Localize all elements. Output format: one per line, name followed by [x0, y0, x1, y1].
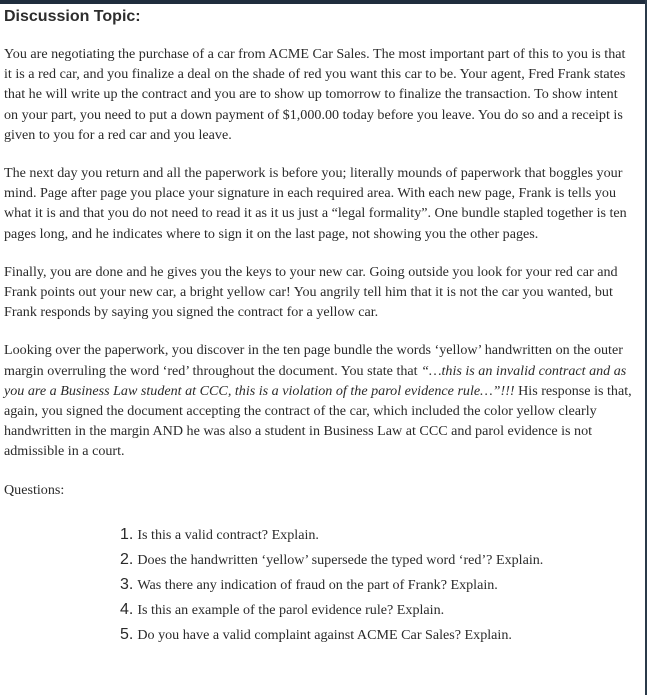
discussion-topic-heading: Discussion Topic: [4, 8, 141, 25]
paragraph-4-after: His response is that, again, you signed the document accepting the contract of the car, which included the color yellow clearly handwritten in the margin AND he was also a student in Business Law at CCC and parol evidence is not admissible in a court. [4, 382, 632, 460]
document-body [4, 44, 632, 647]
question-item [120, 572, 632, 597]
question-text: Do you have a valid complaint against ACME Car Sales? Explain. [137, 626, 512, 643]
question-item [120, 547, 632, 572]
paragraph-4-before: Looking over the paperwork, you discover in the ten page bundle the words ‘yellow’ handwritten on the outer margin overruling the word ‘red’ throughout the document. You state that [4, 342, 623, 379]
question-text: Does the handwritten ‘yellow’ supersede the typed word ‘red’? Explain. [137, 551, 544, 568]
paragraph-3: Finally, you are done and he gives you the keys to your new car. Going outside you look for your red car and Frank points out your new car, a bright yellow car! You angrily tell him that it is not the car you wanted, but Frank responds by saying you signed the contract for a yellow car. [4, 263, 618, 321]
question-item [120, 522, 632, 547]
question-item [120, 597, 632, 622]
question-text: Was there any indication of fraud on the part of Frank? Explain. [137, 576, 498, 593]
question-number: 2. [120, 550, 134, 568]
question-item [120, 622, 632, 647]
paragraph-2: The next day you return and all the paperwork is before you; literally mounds of paperwork that boggles your mind. Page after page you place your signature in each required area. With each new page, Frank is tells you what it is and that you do not need to read it as it us just a “legal formality”. One bundle stapled together is ten pages long, and he indicates where to sign it on the last page, not showing you the other pages. [4, 165, 627, 242]
question-number: 3. [120, 575, 134, 593]
question-text: Is this an example of the parol evidence rule? Explain. [137, 601, 445, 618]
question-text: Is this a valid contract? Explain. [137, 526, 319, 543]
question-number: 5. [120, 625, 134, 643]
questions-label: Questions: [4, 481, 65, 498]
top-border [0, 0, 647, 4]
paragraph-4 [4, 340, 632, 461]
questions-list [4, 522, 632, 647]
question-number: 4. [120, 600, 134, 618]
question-number: 1. [120, 525, 134, 543]
paragraph-1: You are negotiating the purchase of a car from ACME Car Sales. The most important part of this to you is that it is a red car, and you finalize a deal on the shade of red you want this car to be. Your agent, Fred Frank states that he will write up the contract and you are to show up tomorrow to finalize the transaction. To show intent on your part, you need to put a down payment of $1,000.00 today before you leave. You do so and a receipt is given to you for a red car and you leave. [4, 46, 626, 143]
paragraph-4-quote: “…this is an invalid contract and as you are a Business Law student at CCC, this is a violation of the parol evidence rule…”!!! [4, 362, 627, 399]
